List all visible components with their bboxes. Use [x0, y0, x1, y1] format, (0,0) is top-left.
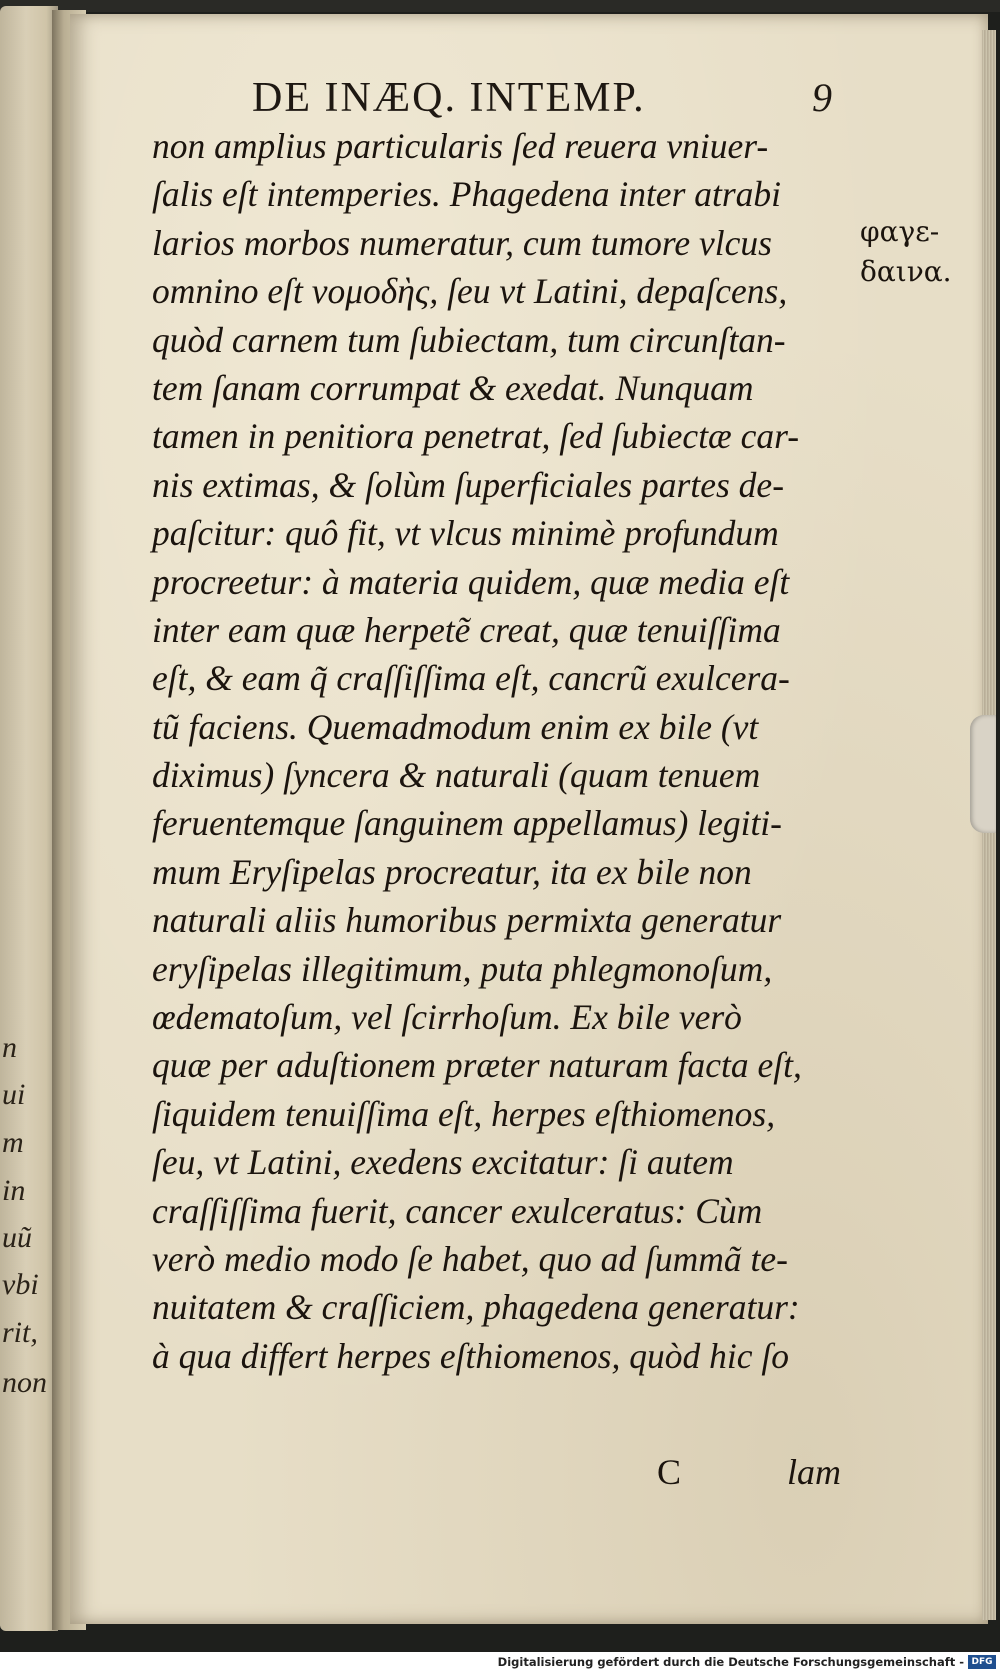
text-line: œdematoſum, vel ſcirrhoſum. Ex bile verò — [152, 997, 742, 1038]
edge-fragment: ui — [2, 1078, 26, 1111]
text-line: nuitatem & craſſiciem, phagedena generatur: — [152, 1287, 800, 1328]
running-title: DE INÆQ. INTEMP. — [252, 75, 646, 121]
catchword: lam — [787, 1452, 841, 1492]
text-line: non amplius particularis ſed reuera vniuer- — [152, 126, 769, 166]
text-line: ſeu, vt Latini, exedens excitatur: ſi autem — [152, 1142, 734, 1183]
text-line: nis extimas, & ſolùm ſuperficiales partes de- — [152, 464, 785, 505]
text-line: quæ per aduſtionem præter naturam facta eſt, — [152, 1045, 802, 1086]
text-line: larios morbos numeratur, cum tumore vlcus — [152, 222, 772, 263]
signature-mark: C — [657, 1452, 682, 1492]
page-header — [252, 74, 852, 124]
text-line: procreetur: à materia quidem, quæ media eſt — [152, 561, 790, 602]
text-line: naturali aliis humoribus permixta generatur — [152, 900, 782, 941]
book-clip — [970, 715, 996, 833]
text-line: omnino eſt νομοδὴς, ſeu vt Latini, depaſcens, — [152, 271, 788, 312]
dfg-logo: DFG — [968, 1655, 996, 1669]
marginal-note-line: φαγε- — [860, 215, 940, 248]
text-line: diximus) ſyncera & naturali (quam tenuem — [152, 755, 761, 796]
edge-fragment: in — [2, 1174, 26, 1207]
edge-fragment: m — [2, 1126, 24, 1159]
edge-fragment: rit, — [2, 1316, 38, 1349]
footer-bar — [0, 1652, 1000, 1673]
edge-fragment: vbi — [2, 1268, 39, 1301]
text-line: paſcitur: quô fit, vt vlcus minimè profundum — [152, 513, 779, 554]
marginal-note — [860, 212, 960, 292]
text-line: eſt, & eam q̃ craſſiſſima eſt, cancrũ exulcera- — [152, 658, 790, 699]
edge-fragment: n — [2, 1031, 17, 1064]
marginal-note-line: δαινα. — [860, 255, 952, 288]
digitization-credit: Digitalisierung gefördert durch die Deutsche Forschungsgemeinschaft - — [497, 1655, 964, 1669]
book-page — [70, 14, 988, 1624]
text-line: craſſiſſima fuerit, cancer exulceratus: Cùm — [152, 1190, 763, 1231]
text-line: eryſipelas illegitimum, puta phlegmonoſum, — [152, 948, 773, 989]
text-line: ſiquidem tenuiſſima eſt, herpes eſthiomenos, — [152, 1093, 776, 1134]
text-line: ſalis eſt intemperies. Phagedena inter atrabi — [152, 174, 782, 215]
text-line: quòd carnem tum ſubiectam, tum circunſtan- — [152, 319, 786, 360]
page-number: 9 — [812, 75, 832, 120]
body-text — [152, 122, 852, 1380]
text-line: tamen in penitiora penetrat, ſed ſubiectæ car- — [152, 416, 800, 457]
text-line: verò medio modo ſe habet, quo ad ſummã te- — [152, 1238, 788, 1279]
edge-fragment: non — [2, 1366, 47, 1399]
scanner-background — [0, 0, 1000, 12]
text-line: mum Eryſipelas procreatur, ita ex bile non — [152, 851, 752, 892]
text-line: feruentemque ſanguinem appellamus) legiti- — [152, 803, 782, 844]
text-line: à qua differt herpes eſthiomenos, quòd hic ſo — [152, 1335, 789, 1376]
text-line: inter eam quæ herpetẽ creat, quæ tenuiſſima — [152, 609, 781, 650]
previous-page-edge — [0, 6, 58, 1631]
catchline — [152, 1451, 852, 1499]
edge-fragment: uũ — [2, 1221, 32, 1254]
text-line: tem ſanam corrumpat & exedat. Nunquam — [152, 367, 754, 408]
text-line: tũ faciens. Quemadmodum enim ex bile (vt — [152, 706, 759, 747]
